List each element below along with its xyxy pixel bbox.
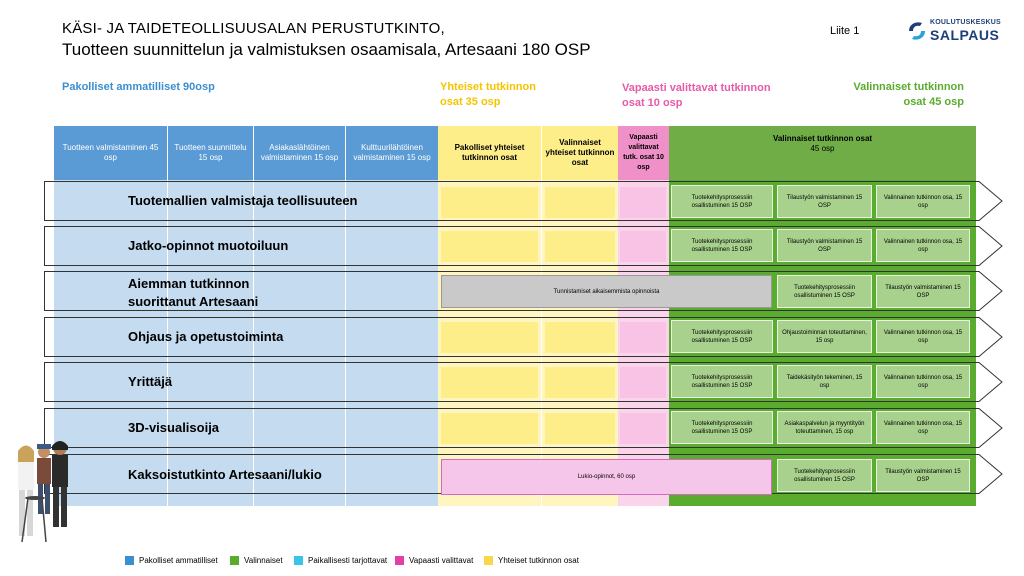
legend-swatch-1 <box>125 556 134 565</box>
column-header-tuotteen-suunnittelu: Tuotteen suunnittelu 15 osp <box>168 126 253 180</box>
group-header-yellow-line1: Yhteiset tutkinnon <box>440 81 536 93</box>
row6-green-box-3: Valinnainen tutkinnon osa, 15 osp <box>876 411 970 444</box>
row-label-5: Yrittäjä <box>128 374 173 389</box>
title-line-1: KÄSI- JA TAIDETEOLLISUUSALAN PERUSTUTKINTO, <box>62 20 445 37</box>
legend-item-5 <box>484 556 579 565</box>
logo-small-text: KOULUTUSKESKUS <box>930 19 1001 26</box>
row-label-4: Ohjaus ja opetustoiminta <box>128 329 284 344</box>
row6-yellow-box-2 <box>545 413 615 444</box>
legend-swatch-2 <box>230 556 239 565</box>
legend-label-2: Valinnaiset <box>244 556 283 565</box>
row-label-3-line2: suorittanut Artesaani <box>128 294 259 309</box>
attachment-label: Liite 1 <box>830 25 860 37</box>
legend-label-3: Paikallisesti tarjottavat <box>308 556 388 565</box>
row7-green-box-2: Tuotekehitysprosessiin osallistuminen 15 OSP <box>777 459 872 492</box>
row4-yellow-box-1 <box>441 322 538 353</box>
legend-item-3 <box>294 556 387 565</box>
row1-green-box-3: Valinnainen tutkinnon osa, 15 osp <box>876 185 970 218</box>
row3-green-box-2: Tuotekehitysprosessiin osallistuminen 15 OSP <box>777 275 872 308</box>
group-header-yellow-line2: osat 35 osp <box>440 96 501 108</box>
row6-pink-box <box>620 413 666 444</box>
row6-yellow-box-1 <box>441 413 538 444</box>
row5-pink-box <box>620 367 666 398</box>
group-header-yellow <box>440 80 536 110</box>
row-label-6: 3D-visualisoija <box>128 420 220 435</box>
row2-yellow-box-1 <box>441 231 538 262</box>
row-label-7: Kaksoistutkinto Artesaani/lukio <box>128 467 322 482</box>
row4-green-box-3: Valinnainen tutkinnon osa, 15 osp <box>876 320 970 353</box>
row5-green-box-1: Tuotekehitysprosessiin osallistuminen 15 OSP <box>671 365 773 398</box>
legend-item-2 <box>230 556 283 565</box>
row-label-1: Tuotemallien valmistaja teollisuuteen <box>128 193 358 208</box>
row2-green-box-3: Valinnainen tutkinnon osa, 15 osp <box>876 229 970 262</box>
group-header-green <box>820 80 964 110</box>
column-header-vapaasti-valittavat: Vapaasti valittavat tutk. osat 10 osp <box>618 126 669 180</box>
row6-green-box-1: Tuotekehitysprosessiin osallistuminen 15 OSP <box>671 411 773 444</box>
row1-green-box-1: Tuotekehitysprosessiin osallistuminen 15 OSP <box>671 185 773 218</box>
column-header-valinnaiset-line1: Valinnaiset tutkinnon osat <box>772 134 873 143</box>
row1-green-box-2: Tilaustyön valmistaminen 15 OSP <box>777 185 872 218</box>
row1-pink-box <box>620 187 666 218</box>
column-header-valinnaiset <box>669 126 976 180</box>
legend-swatch-3 <box>294 556 303 565</box>
row3-green-box-3: Tilaustyön valmistaminen 15 OSP <box>876 275 970 308</box>
students-picture <box>8 438 72 544</box>
group-header-blue: Pakolliset ammatilliset 90osp <box>62 81 215 93</box>
row-label-3 <box>128 275 258 311</box>
column-header-tuotteen-valmistaminen: Tuotteen valmistaminen 45 osp <box>54 126 167 180</box>
group-header-pink-line2: osat 10 osp <box>622 97 683 109</box>
column-header-asiakaslahtoinen: Asiakaslähtöinen valmistaminen 15 osp <box>254 126 345 180</box>
legend-swatch-4 <box>395 556 404 565</box>
column-header-pakolliset-yhteiset: Pakolliset yhteiset tutkinnon osat <box>438 126 541 180</box>
row4-green-box-2: Ohjaustoiminnan toteuttaminen, 15 osp <box>777 320 872 353</box>
row5-yellow-box-2 <box>545 367 615 398</box>
row2-yellow-box-2 <box>545 231 615 262</box>
row4-yellow-box-2 <box>545 322 615 353</box>
logo-big-text: SALPAUS <box>930 27 1000 43</box>
legend-label-5: Yhteiset tutkinnon osat <box>498 556 579 565</box>
row-label-2: Jatko-opinnot muotoiluun <box>128 238 289 253</box>
row4-green-box-1: Tuotekehitysprosessiin osallistuminen 15 OSP <box>671 320 773 353</box>
legend-item-1 <box>125 556 218 565</box>
row1-yellow-box-1 <box>441 187 538 218</box>
row2-pink-box <box>620 231 666 262</box>
row3-gray-box: Tunnistamiset aikaisemmista opinnoista <box>441 275 772 308</box>
row5-green-box-2: Taidekäsityön tekeminen, 15 osp <box>777 365 872 398</box>
group-header-green-line1: Valinnaiset tutkinnon <box>853 81 964 93</box>
title-line-2: Tuotteen suunnittelun ja valmistuksen osaamisala, Artesaani 180 OSP <box>62 40 591 59</box>
row7-lukio-box: Lukio-opinnot, 60 osp <box>441 459 772 495</box>
legend-label-1: Pakolliset ammatilliset <box>139 556 218 565</box>
row1-yellow-box-2 <box>545 187 615 218</box>
salpaus-logo-icon <box>906 19 928 43</box>
row5-yellow-box-1 <box>441 367 538 398</box>
legend-item-4 <box>395 556 473 565</box>
row2-green-box-1: Tuotekehitysprosessiin osallistuminen 15 OSP <box>671 229 773 262</box>
group-header-pink <box>622 81 771 111</box>
row5-green-box-3: Valinnainen tutkinnon osa, 15 osp <box>876 365 970 398</box>
column-header-valinnaiset-line2: 45 osp <box>810 144 835 153</box>
row7-green-box-3: Tilaustyön valmistaminen 15 OSP <box>876 459 970 492</box>
column-header-valinnaiset-yhteiset: Valinnaiset yhteiset tutkinnon osat <box>542 126 618 180</box>
row6-green-box-2: Asiakaspalvelun ja myyntityön toteuttaminen, 15 osp <box>777 411 872 444</box>
row2-green-box-2: Tilaustyön valmistaminen 15 OSP <box>777 229 872 262</box>
legend-label-4: Vapaasti valittavat <box>409 556 474 565</box>
row4-pink-box <box>620 322 666 353</box>
salpaus-logo <box>906 19 1006 45</box>
group-header-pink-line1: Vapaasti valittavat tutkinnon <box>622 82 771 94</box>
row-label-3-line1: Aiemman tutkinnon <box>128 276 250 291</box>
group-header-green-line2: osat 45 osp <box>903 96 964 108</box>
legend-swatch-5 <box>484 556 493 565</box>
column-header-kulttuurilahtoinen: Kulttuurilähtöinen valmistaminen 15 osp <box>346 126 438 180</box>
